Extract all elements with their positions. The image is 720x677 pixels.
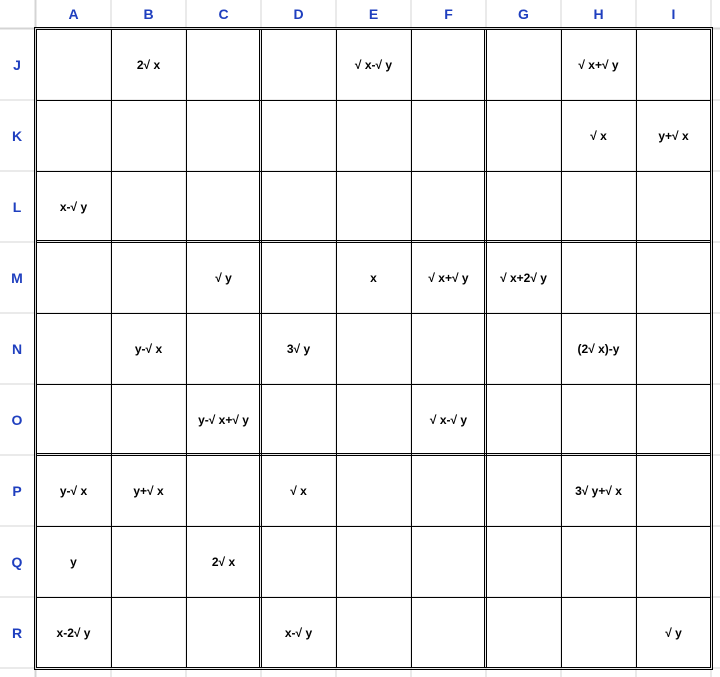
row-header-j[interactable]: J bbox=[13, 56, 21, 73]
row-header-l[interactable]: L bbox=[12, 198, 22, 215]
cell-aj[interactable] bbox=[36, 29, 111, 100]
cell-in[interactable] bbox=[636, 313, 711, 384]
cell-ij[interactable] bbox=[636, 29, 711, 100]
outer-border-right bbox=[712, 27, 713, 670]
column-header-e[interactable]: E bbox=[368, 6, 379, 22]
cell-hr[interactable] bbox=[561, 597, 636, 668]
cell-ip[interactable] bbox=[636, 455, 711, 526]
row-header-m[interactable]: M bbox=[11, 269, 23, 286]
cell-go[interactable] bbox=[486, 384, 561, 455]
cell-ho[interactable] bbox=[561, 384, 636, 455]
cell-eq[interactable] bbox=[336, 526, 411, 597]
cell-bk[interactable] bbox=[111, 100, 186, 171]
cell-dq[interactable] bbox=[261, 526, 336, 597]
cell-gk[interactable] bbox=[486, 100, 561, 171]
cell-gl[interactable] bbox=[486, 171, 561, 242]
cell-iq[interactable] bbox=[636, 526, 711, 597]
column-header-a[interactable]: A bbox=[68, 6, 79, 22]
cell-il[interactable] bbox=[636, 171, 711, 242]
row-header-n[interactable]: N bbox=[11, 340, 23, 357]
cell-ak[interactable] bbox=[36, 100, 111, 171]
cell-bm[interactable] bbox=[111, 242, 186, 313]
cell-fj[interactable] bbox=[411, 29, 486, 100]
cell-gj[interactable] bbox=[486, 29, 561, 100]
cell-gp[interactable] bbox=[486, 455, 561, 526]
cell-an[interactable] bbox=[36, 313, 111, 384]
cell-bo[interactable] bbox=[111, 384, 186, 455]
cell-ej[interactable]: √ x-√ y bbox=[354, 57, 393, 72]
cell-br[interactable] bbox=[111, 597, 186, 668]
cell-hm[interactable] bbox=[561, 242, 636, 313]
cell-cr[interactable] bbox=[186, 597, 261, 668]
outer-border-bottom bbox=[34, 669, 713, 670]
cell-bp[interactable]: y+√ x bbox=[133, 483, 164, 498]
cell-fm[interactable]: √ x+√ y bbox=[428, 270, 469, 285]
cell-ek[interactable] bbox=[336, 100, 411, 171]
cell-er[interactable] bbox=[336, 597, 411, 668]
cell-ep[interactable] bbox=[336, 455, 411, 526]
cell-dm[interactable] bbox=[261, 242, 336, 313]
cell-im[interactable] bbox=[636, 242, 711, 313]
cell-hp[interactable]: 3√ y+√ x bbox=[575, 483, 622, 498]
cell-gr[interactable] bbox=[486, 597, 561, 668]
cell-gq[interactable] bbox=[486, 526, 561, 597]
cell-bq[interactable] bbox=[111, 526, 186, 597]
cell-ik[interactable]: y+√ x bbox=[658, 128, 689, 143]
cell-dk[interactable] bbox=[261, 100, 336, 171]
cell-dr[interactable]: x-√ y bbox=[284, 625, 313, 640]
cell-fr[interactable] bbox=[411, 597, 486, 668]
cell-en[interactable] bbox=[336, 313, 411, 384]
column-header-c[interactable]: C bbox=[218, 6, 229, 22]
cell-gm[interactable]: √ x+2√ y bbox=[500, 270, 547, 285]
column-header-h[interactable]: H bbox=[593, 6, 604, 22]
cell-cp[interactable] bbox=[186, 455, 261, 526]
cell-fl[interactable] bbox=[411, 171, 486, 242]
cell-hn[interactable]: (2√ x)-y bbox=[577, 341, 620, 356]
cell-cl[interactable] bbox=[186, 171, 261, 242]
cell-ap[interactable]: y-√ x bbox=[59, 483, 88, 498]
row-header-o[interactable]: O bbox=[11, 411, 23, 428]
cell-el[interactable] bbox=[336, 171, 411, 242]
outer-border-top bbox=[34, 27, 713, 28]
cell-hq[interactable] bbox=[561, 526, 636, 597]
cell-fp[interactable] bbox=[411, 455, 486, 526]
cell-bj[interactable]: 2√ x bbox=[136, 57, 161, 72]
column-header-i[interactable]: I bbox=[671, 6, 676, 22]
cell-io[interactable] bbox=[636, 384, 711, 455]
cell-gn[interactable] bbox=[486, 313, 561, 384]
row-header-p[interactable]: P bbox=[12, 482, 22, 499]
row-header-q[interactable]: Q bbox=[11, 553, 23, 570]
row-header-r[interactable]: R bbox=[11, 624, 23, 641]
column-header-g[interactable]: G bbox=[518, 6, 529, 22]
cell-hj[interactable]: √ x+√ y bbox=[578, 57, 619, 72]
cell-cq[interactable]: 2√ x bbox=[211, 554, 236, 569]
cell-em[interactable]: x bbox=[370, 270, 377, 285]
cell-fo[interactable]: √ x-√ y bbox=[429, 412, 468, 427]
cell-hl[interactable] bbox=[561, 171, 636, 242]
cell-al[interactable]: x-√ y bbox=[59, 199, 88, 214]
cell-hk[interactable]: √ x bbox=[590, 128, 607, 143]
cell-cn[interactable] bbox=[186, 313, 261, 384]
cell-ar[interactable]: x-2√ y bbox=[56, 625, 91, 640]
cell-dl[interactable] bbox=[261, 171, 336, 242]
column-header-d[interactable]: D bbox=[293, 6, 304, 22]
cell-ao[interactable] bbox=[36, 384, 111, 455]
cell-cj[interactable] bbox=[186, 29, 261, 100]
cell-ir[interactable]: √ y bbox=[665, 625, 682, 640]
cell-do[interactable] bbox=[261, 384, 336, 455]
outer-border-left bbox=[34, 27, 35, 670]
cell-fn[interactable] bbox=[411, 313, 486, 384]
row-header-k[interactable]: K bbox=[11, 127, 23, 144]
column-header-f[interactable]: F bbox=[444, 6, 453, 22]
cell-fq[interactable] bbox=[411, 526, 486, 597]
column-header-b[interactable]: B bbox=[143, 6, 154, 22]
cell-am[interactable] bbox=[36, 242, 111, 313]
cell-dn[interactable]: 3√ y bbox=[286, 341, 311, 356]
cell-dj[interactable] bbox=[261, 29, 336, 100]
cell-fk[interactable] bbox=[411, 100, 486, 171]
cell-cm[interactable]: √ y bbox=[215, 270, 232, 285]
cell-bl[interactable] bbox=[111, 171, 186, 242]
cell-co[interactable]: y-√ x+√ y bbox=[198, 412, 249, 427]
cell-ck[interactable] bbox=[186, 100, 261, 171]
cell-eo[interactable] bbox=[336, 384, 411, 455]
cell-bn[interactable]: y-√ x bbox=[134, 341, 163, 356]
cell-dp[interactable]: √ x bbox=[290, 483, 307, 498]
cell-aq[interactable]: y bbox=[70, 554, 77, 569]
